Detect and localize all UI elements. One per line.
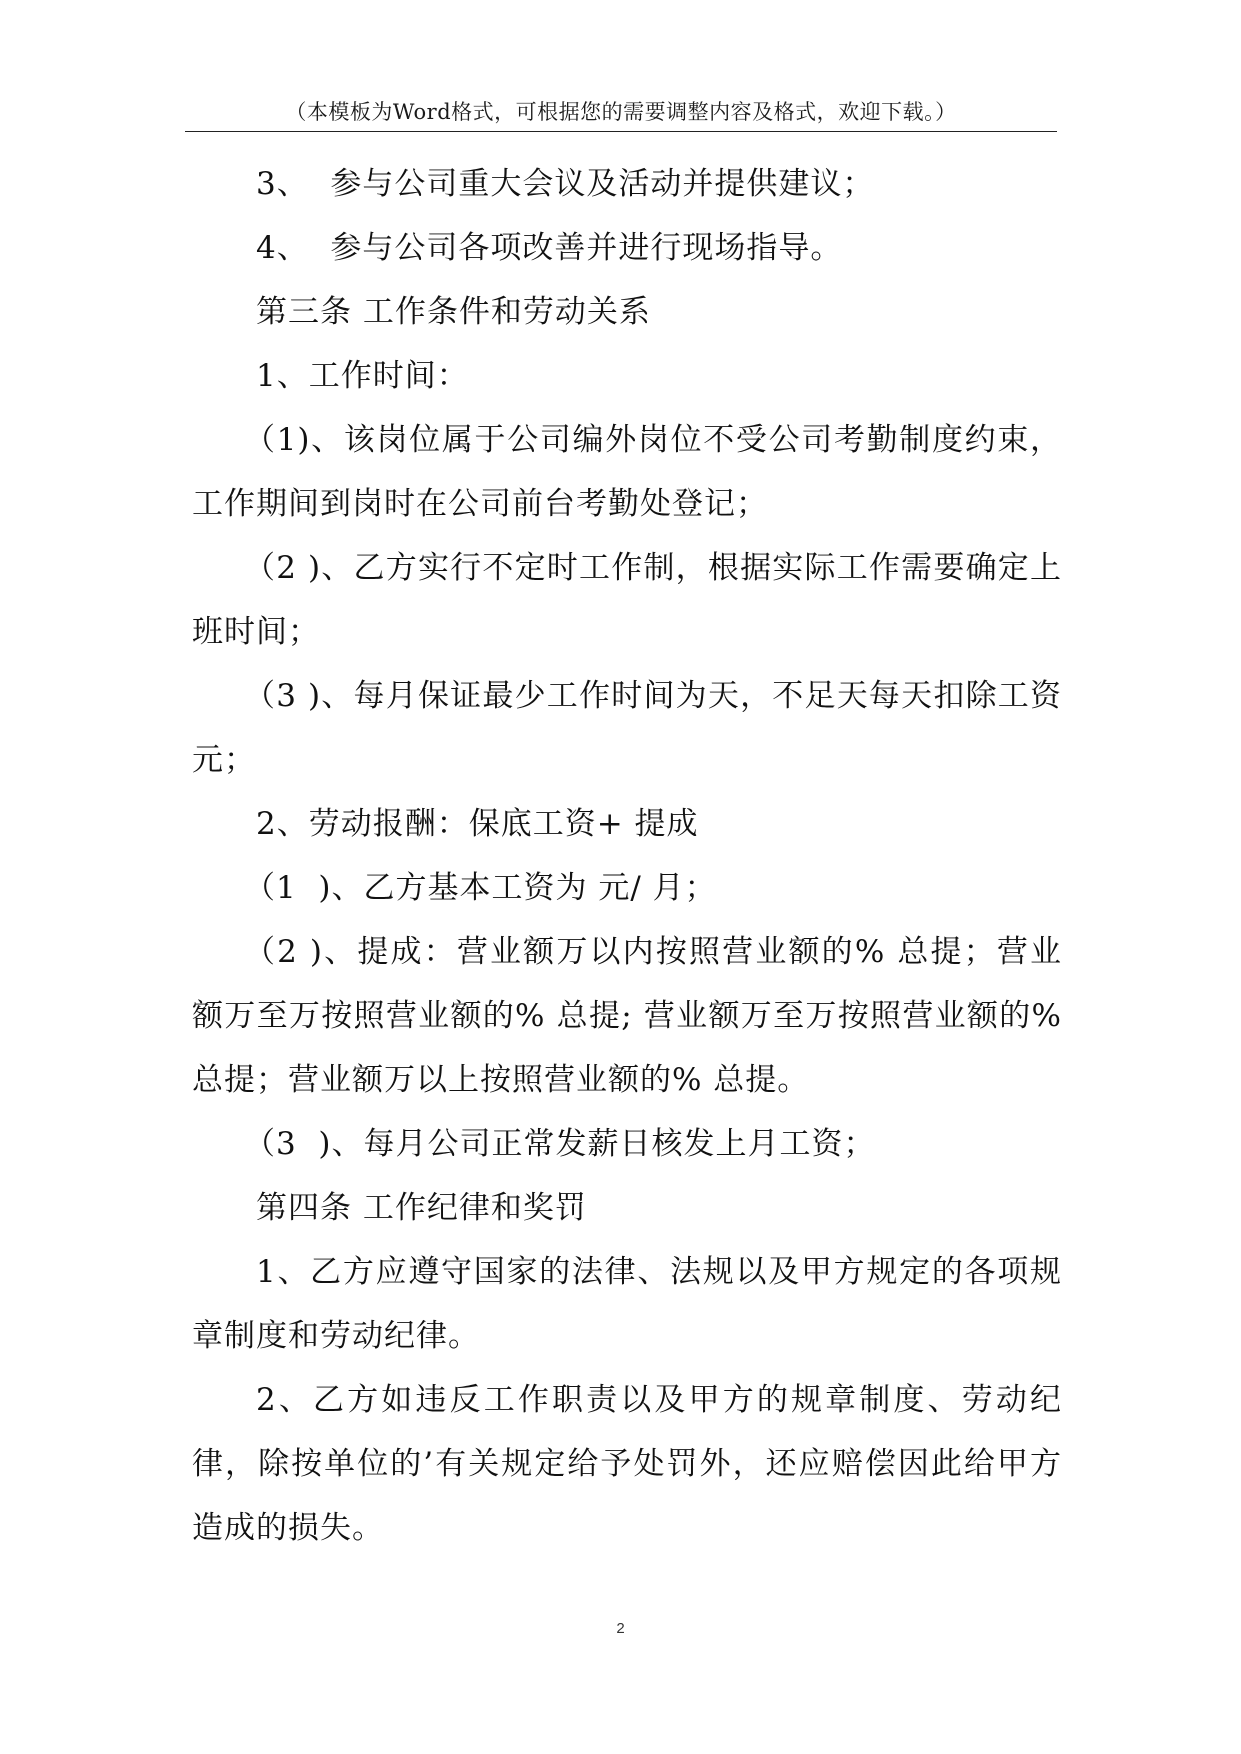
template-note-header: （本模板为Word格式，可根据您的需要调整内容及格式，欢迎下载。）	[285, 100, 957, 124]
paragraph-work-time: 1、工作时间：	[256, 358, 469, 394]
paragraph-remuneration: 2、劳动报酬：保底工资+ 提成	[256, 806, 699, 842]
section-heading-article-4: 第四条 工作纪律和奖罚	[256, 1190, 587, 1226]
document-body	[192, 152, 1073, 1560]
paragraph-remuneration-2: （2 )、提成：营业额万以内按照营业额的% 总提；营业额万至万按照营业额的% 总提; 营业额万至万按照营业额的% 总提；营业额万以上按照营业额的% 总提。	[192, 934, 1073, 1098]
paragraph-remuneration-3: （3 )、每月公司正常发薪日核发上月工资；	[244, 1126, 876, 1162]
paragraph-work-time-1: （1)、该岗位属于公司编外岗位不受公司考勤制度约束，工作期间到岗时在公司前台考勤处登记；	[192, 422, 1062, 522]
page-number: 2	[616, 1620, 625, 1637]
paragraph-item-4: 4、 参与公司各项改善并进行现场指导。	[256, 230, 843, 266]
paragraph-discipline-1: 1、乙方应遵守国家的法律、法规以及甲方规定的各项规章制度和劳动纪律。	[192, 1254, 1062, 1354]
paragraph-work-time-3: （3 )、每月保证最少工作时间为天，不足天每天扣除工资元；	[192, 678, 1062, 778]
paragraph-discipline-2: 2、乙方如违反工作职责以及甲方的规章制度、劳动纪律，除按单位的’有关规定给予处罚外，还应赔偿因此给甲方造成的损失。	[192, 1382, 1062, 1546]
header-divider	[185, 131, 1057, 132]
paragraph-item-3: 3、 参与公司重大会议及活动并提供建议；	[256, 166, 875, 202]
paragraph-work-time-2: （2 )、乙方实行不定时工作制，根据实际工作需要确定上班时间；	[192, 550, 1062, 650]
section-heading-article-3: 第三条 工作条件和劳动关系	[256, 294, 651, 330]
paragraph-remuneration-1: （1 )、乙方基本工资为 元/ 月；	[244, 870, 717, 906]
